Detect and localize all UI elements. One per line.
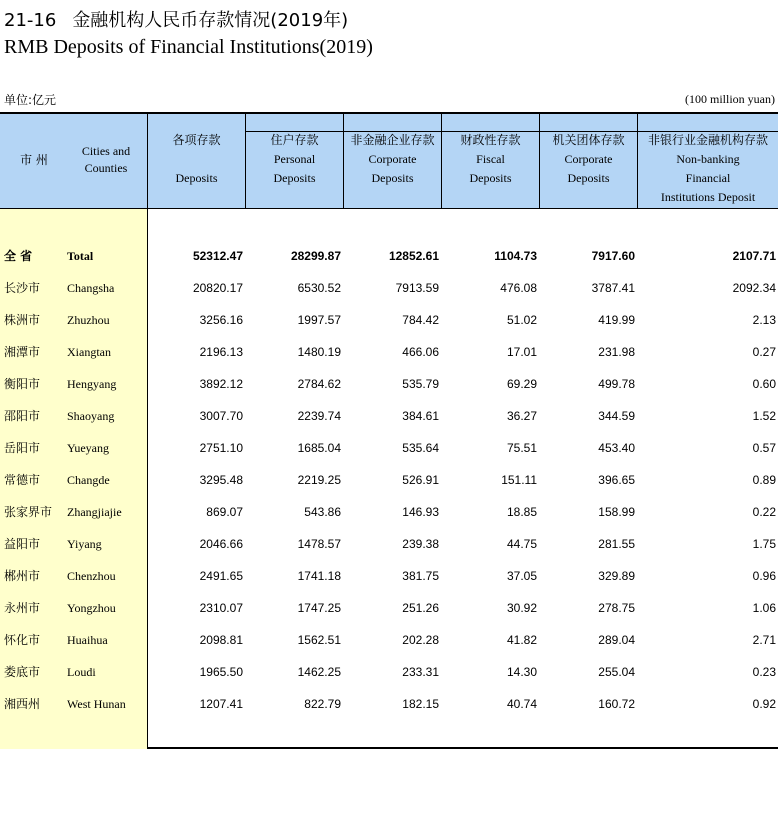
row-value: 2196.13: [199, 345, 243, 359]
row-value: 151.11: [501, 473, 537, 487]
title-cn-text: 金融机构人民币存款情况(2019年): [72, 10, 349, 31]
row-value: 2.13: [752, 313, 776, 327]
row-region-en: Chenzhou: [67, 569, 116, 583]
row-value: 7913.59: [395, 281, 439, 295]
row-value: 2239.74: [297, 409, 341, 423]
row-region-en: Hengyang: [67, 377, 117, 391]
row-value: 20820.17: [192, 281, 243, 295]
header-col-en: Deposits: [567, 171, 610, 185]
row-value: 543.86: [304, 505, 341, 519]
row-value: 1478.57: [297, 537, 341, 551]
row-region-en: Changde: [67, 473, 110, 487]
header-region-en-line1: Cities and: [81, 144, 131, 158]
table-row: [0, 560, 778, 592]
row-value: 278.75: [598, 601, 635, 615]
header-region-en: [66, 143, 146, 177]
row-value: 0.89: [752, 473, 776, 487]
header-col-corporate: [344, 131, 441, 188]
row-region-en: Yiyang: [67, 537, 102, 551]
row-value: 1965.50: [199, 665, 243, 679]
row-region-cn: 永州市: [4, 601, 41, 615]
header-col-en: Personal: [273, 152, 316, 166]
row-value: 160.72: [598, 697, 635, 711]
row-value: 1741.18: [297, 569, 341, 583]
row-region-cn: 衡阳市: [4, 377, 41, 391]
row-region-en: West Hunan: [67, 697, 126, 711]
row-value: 18.85: [506, 505, 537, 519]
row-value: 6530.52: [297, 281, 341, 295]
table-row: [0, 272, 778, 304]
row-value: 14.30: [506, 665, 537, 679]
row-value: 822.79: [304, 697, 341, 711]
row-value: 1562.51: [297, 633, 341, 647]
row-value: 233.31: [402, 665, 439, 679]
header-col-en: Corporate: [368, 152, 417, 166]
header-col-en: Deposits: [371, 171, 414, 185]
row-region-cn: 郴州市: [4, 569, 41, 583]
row-value: 2784.62: [297, 377, 341, 391]
header-col-cn: 住户存款: [270, 133, 319, 147]
table-row: [0, 624, 778, 656]
row-region-cn: 益阳市: [4, 537, 41, 551]
row-value: 2310.07: [199, 601, 243, 615]
table-number: 21-16: [4, 10, 57, 31]
row-value: 526.91: [402, 473, 439, 487]
row-value: 466.06: [402, 345, 439, 359]
row-value: 1.06: [752, 601, 776, 615]
row-value: 1.75: [752, 537, 776, 551]
row-value: 476.08: [500, 281, 537, 295]
row-value: 3256.16: [199, 313, 243, 327]
table-row: [0, 336, 778, 368]
header-col-nonbank: [638, 131, 778, 207]
row-value: 2.71: [752, 633, 776, 647]
row-value: 40.74: [506, 697, 537, 711]
row-region-cn: 株洲市: [4, 313, 41, 327]
table-row: [0, 464, 778, 496]
header-col-fiscal: [442, 131, 539, 188]
table-row: [0, 688, 778, 720]
row-value: 3007.70: [199, 409, 243, 423]
header-col-en: Institutions Deposit: [660, 190, 756, 204]
row-value: 381.75: [402, 569, 439, 583]
row-region-en: Zhuzhou: [67, 313, 110, 327]
row-value: 75.51: [506, 441, 537, 455]
header-col-cn: 非银行业金融机构存款: [647, 133, 768, 147]
header-col-en: Deposits: [175, 171, 218, 185]
header-col-cn: 财政性存款: [460, 133, 521, 147]
header-bottom-rule: [0, 208, 778, 209]
row-value: 535.64: [402, 441, 439, 455]
row-value: 3295.48: [199, 473, 243, 487]
table-row: [0, 592, 778, 624]
row-region-cn: 娄底市: [4, 665, 41, 679]
header-col-en: Non-banking: [676, 152, 740, 166]
row-value: 784.42: [402, 313, 439, 327]
row-value: 453.40: [598, 441, 635, 455]
row-value: 2219.25: [297, 473, 341, 487]
table-row: [0, 528, 778, 560]
row-value: 281.55: [598, 537, 635, 551]
row-region-cn: 张家界市: [4, 505, 53, 519]
header-col-en: Deposits: [273, 171, 316, 185]
row-value: 419.99: [598, 313, 635, 327]
unit-label-cn: 单位:亿元: [4, 93, 57, 107]
row-region-en: Xiangtan: [67, 345, 111, 359]
row-value: 2491.65: [199, 569, 243, 583]
row-value: 396.65: [598, 473, 635, 487]
row-value: 158.99: [598, 505, 635, 519]
row-region-en: Zhangjiajie: [67, 505, 122, 519]
row-value: 0.22: [752, 505, 776, 519]
header-col-personal: [246, 131, 343, 188]
row-value: 202.28: [402, 633, 439, 647]
row-value: 255.04: [598, 665, 635, 679]
row-value: 2098.81: [199, 633, 243, 647]
row-value: 51.02: [506, 313, 537, 327]
row-value: 182.15: [402, 697, 439, 711]
row-value: 0.96: [752, 569, 776, 583]
header-col-cn: 非金融企业存款: [350, 133, 435, 147]
table-row: [0, 304, 778, 336]
header-col-en: Deposits: [469, 171, 512, 185]
table-row: [0, 656, 778, 688]
row-value: 384.61: [402, 409, 439, 423]
header-col-en: Fiscal: [476, 152, 505, 166]
row-region-en: Huaihua: [67, 633, 108, 647]
row-value: 44.75: [506, 537, 537, 551]
table-row: [0, 496, 778, 528]
header-col-cn: 机关团体存款: [552, 133, 625, 147]
row-value: 231.98: [598, 345, 635, 359]
row-region-cn: 邵阳市: [4, 409, 41, 423]
row-value: 2092.34: [732, 281, 776, 295]
row-region-en: Yueyang: [67, 441, 109, 455]
row-value: 0.27: [752, 345, 776, 359]
header-col-deposits: [148, 131, 245, 188]
row-value: 1.52: [752, 409, 776, 423]
row-value: 1480.19: [297, 345, 341, 359]
row-value: 2046.66: [199, 537, 243, 551]
row-value: 69.29: [506, 377, 537, 391]
row-value: 344.59: [598, 409, 635, 423]
row-value: 329.89: [598, 569, 635, 583]
row-value: 251.26: [402, 601, 439, 615]
row-region-cn: 怀化市: [4, 633, 41, 647]
header-col-en: Financial: [685, 171, 731, 185]
row-region-en: Loudi: [67, 665, 96, 679]
row-value: 499.78: [598, 377, 635, 391]
row-region-cn: 岳阳市: [4, 441, 41, 455]
row-value: 1997.57: [297, 313, 341, 327]
row-value: 30.92: [506, 601, 537, 615]
row-value: 3892.12: [199, 377, 243, 391]
row-value: 2751.10: [199, 441, 243, 455]
row-region-en: Total: [67, 249, 94, 263]
table-row: [0, 400, 778, 432]
row-region-en: Shaoyang: [67, 409, 115, 423]
row-value: 37.05: [506, 569, 537, 583]
table-row: [0, 368, 778, 400]
header-col-en: Corporate: [564, 152, 613, 166]
table-row: [0, 240, 778, 272]
header-col-org: [540, 131, 637, 188]
data-table: [0, 112, 778, 749]
row-value: 0.23: [752, 665, 776, 679]
row-value: 1685.04: [297, 441, 341, 455]
row-value: 7917.60: [591, 249, 635, 263]
header-col-cn: 各项存款: [172, 133, 221, 147]
header-region-en-line2: Counties: [84, 161, 128, 175]
row-value: 2107.71: [732, 249, 776, 263]
row-value: 3787.41: [591, 281, 635, 295]
row-region-en: Changsha: [67, 281, 115, 295]
unit-label-en: (100 million yuan): [685, 92, 775, 106]
row-value: 1104.73: [494, 249, 537, 263]
row-value: 12852.61: [388, 249, 439, 263]
row-value: 146.93: [402, 505, 439, 519]
row-region-cn: 湘西州: [4, 697, 41, 711]
row-value: 0.57: [752, 441, 776, 455]
row-region-cn: 长沙市: [4, 281, 41, 295]
table-row: [0, 432, 778, 464]
row-region-en: Yongzhou: [67, 601, 116, 615]
row-value: 1747.25: [297, 601, 341, 615]
row-value: 0.60: [752, 377, 776, 391]
row-value: 0.92: [752, 697, 776, 711]
row-value: 36.27: [506, 409, 537, 423]
page-title-cn: [4, 6, 348, 32]
row-value: 289.04: [598, 633, 635, 647]
header-region-cn: 市 州: [20, 153, 48, 167]
row-region-cn: 湘潭市: [4, 345, 41, 359]
row-value: 1462.25: [297, 665, 341, 679]
row-value: 869.07: [206, 505, 243, 519]
row-value: 17.01: [506, 345, 537, 359]
row-value: 535.79: [402, 377, 439, 391]
row-value: 52312.47: [192, 249, 243, 263]
row-value: 1207.41: [199, 697, 243, 711]
row-region-cn: 全 省: [4, 249, 33, 263]
row-value: 239.38: [402, 537, 439, 551]
row-value: 41.82: [506, 633, 537, 647]
row-region-cn: 常德市: [4, 473, 41, 487]
row-value: 28299.87: [290, 249, 341, 263]
page-title-en: RMB Deposits of Financial Institutions(2019): [4, 36, 373, 58]
